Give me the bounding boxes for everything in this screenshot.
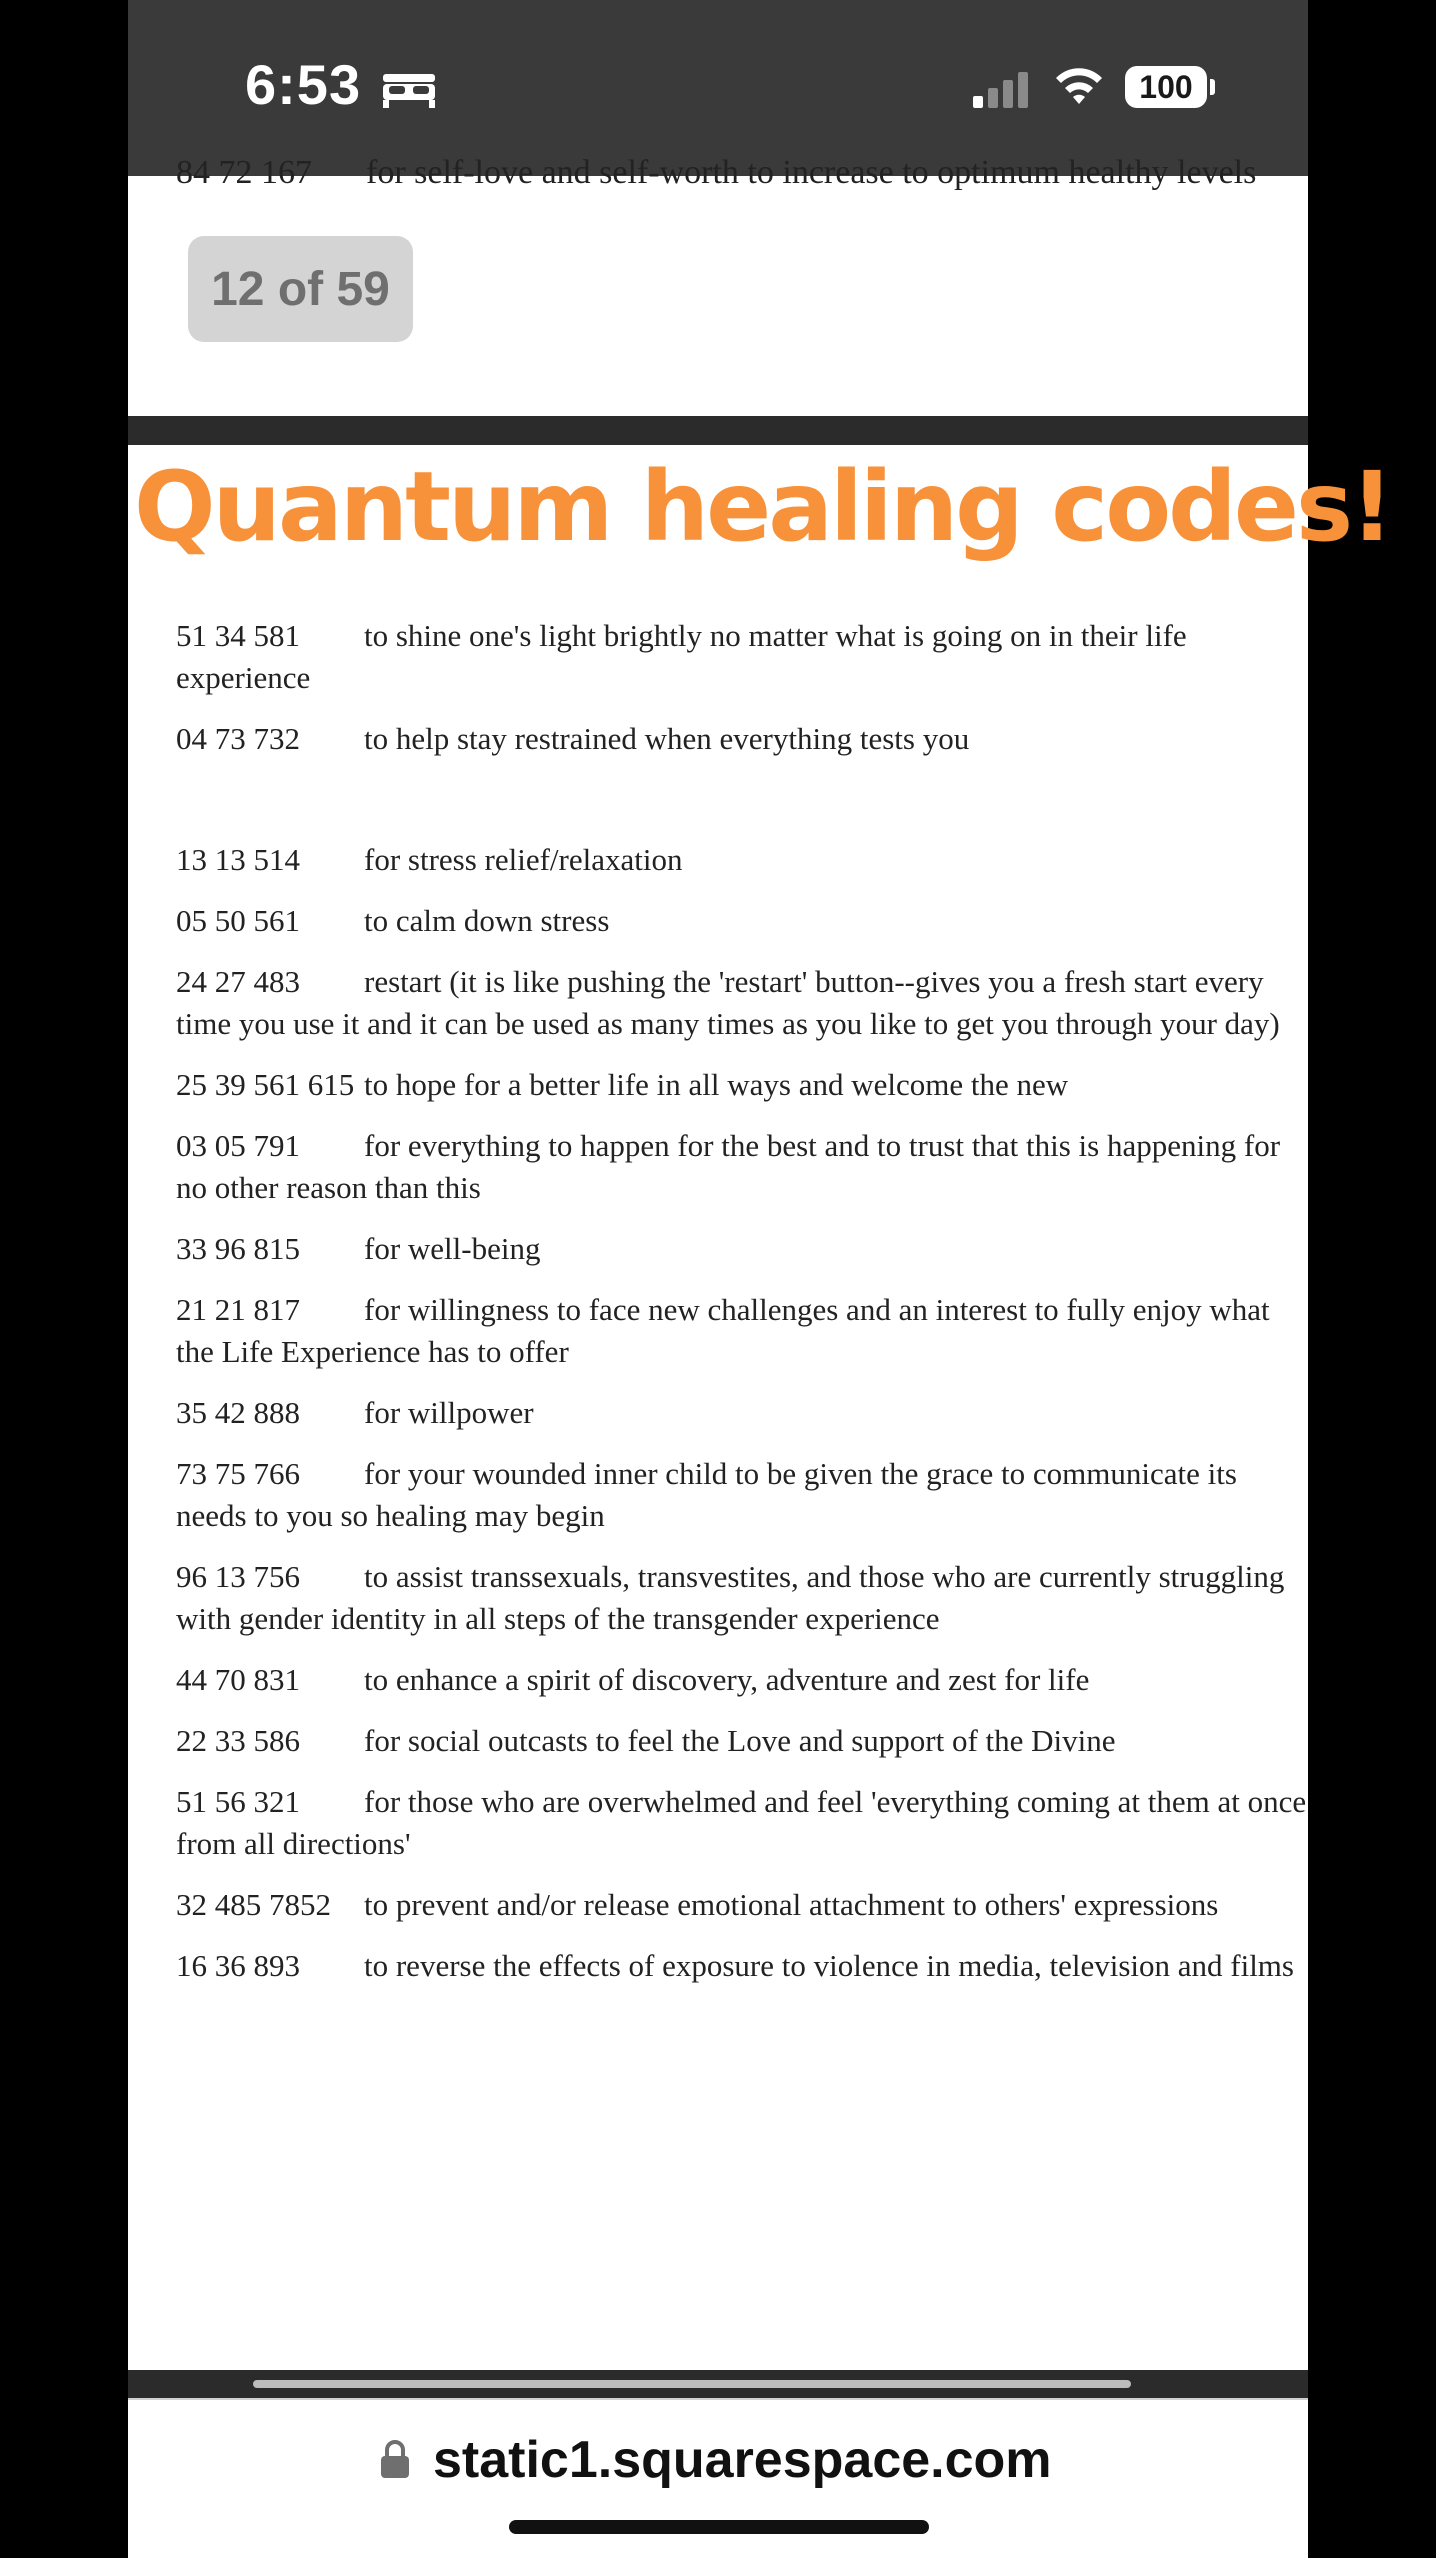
code-entry [176, 1556, 1308, 1640]
code-list [176, 615, 1308, 2006]
code-number: 22 33 586 [176, 1723, 300, 1758]
battery-icon [1125, 66, 1207, 108]
url-domain[interactable]: static1.squarespace.com [433, 2431, 1052, 2489]
code-number: 44 70 831 [176, 1662, 300, 1697]
code-number: 21 21 817 [176, 1292, 300, 1327]
previous-slide [128, 154, 1308, 416]
code-description: to enhance a spirit of discovery, adventure and zest for life [364, 1662, 1090, 1697]
code-entry [176, 1392, 1308, 1434]
code-description: for self-love and self-worth to increase to optimum healthy levels [366, 154, 1257, 191]
code-number: 25 39 561 615 [176, 1067, 355, 1102]
code-description: to reverse the effects of exposure to violence in media, television and films [364, 1948, 1294, 1983]
code-number: 03 05 791 [176, 1128, 300, 1163]
code-entry [176, 961, 1308, 1045]
code-description: for social outcasts to feel the Love and support of the Divine [364, 1723, 1116, 1758]
code-entry [176, 718, 1308, 760]
bed-icon [381, 70, 437, 110]
url-bar[interactable] [128, 2398, 1308, 2558]
code-description: for willingness to face new challenges and an interest to fully enjoy what the Life Experience has to offer [176, 1292, 1270, 1369]
code-entry [176, 615, 1308, 699]
previous-slide-last-line [176, 154, 1256, 192]
code-description: for those who are overwhelmed and feel 'everything coming at them at once from all directions' [176, 1784, 1307, 1861]
code-description: to shine one's light brightly no matter what is going on in their life experience [176, 618, 1187, 695]
battery-level: 100 [1139, 68, 1193, 105]
code-entry [176, 839, 1308, 881]
code-description: to assist transsexuals, transvestites, and those who are currently struggling with gender identity in all steps of the transgender experience [176, 1559, 1285, 1636]
status-bar [128, 0, 1308, 176]
code-description: for well-being [364, 1231, 541, 1266]
code-entry [176, 1064, 1308, 1106]
code-description: for stress relief/relaxation [364, 842, 683, 877]
code-number: 05 50 561 [176, 903, 300, 938]
wifi-icon [1053, 64, 1105, 108]
code-number: 51 34 581 [176, 618, 300, 653]
lock-icon [379, 2438, 411, 2480]
code-entry [176, 1125, 1308, 1209]
battery-nub [1210, 79, 1215, 95]
code-number: 32 485 7852 [176, 1887, 331, 1922]
document-slide [128, 445, 1391, 2370]
code-entry [176, 1781, 1308, 1865]
code-entry [176, 1453, 1308, 1537]
code-number: 13 13 514 [176, 842, 300, 877]
code-entry [176, 1720, 1308, 1762]
slide-title: Quantum healing codes! [134, 451, 1391, 563]
code-entry [176, 900, 1308, 942]
code-entry [176, 1228, 1308, 1270]
code-description: to prevent and/or release emotional attachment to others' expressions [364, 1887, 1219, 1922]
page-indicator: 12 of 59 [188, 236, 413, 342]
home-indicator[interactable] [509, 2520, 929, 2534]
horizontal-scrollbar[interactable] [253, 2380, 1131, 2388]
code-description: to help stay restrained when everything tests you [364, 721, 970, 756]
browser-viewport [128, 0, 1391, 2556]
code-description: for everything to happen for the best and to trust that this is happening for no other reason than this [176, 1128, 1281, 1205]
code-number: 51 56 321 [176, 1784, 300, 1819]
code-number: 24 27 483 [176, 964, 300, 999]
code-description: restart (it is like pushing the 'restart' button--gives you a fresh start every time you use it and it can be used as many times as you like to get you through your day) [176, 964, 1280, 1041]
code-number: 35 42 888 [176, 1395, 300, 1430]
code-number: 16 36 893 [176, 1948, 300, 1983]
code-number: 73 75 766 [176, 1456, 300, 1491]
code-number: 33 96 815 [176, 1231, 300, 1266]
code-description: for your wounded inner child to be given the grace to communicate its needs to you so healing may begin [176, 1456, 1237, 1533]
code-number: 04 73 732 [176, 721, 300, 756]
code-entry [176, 1659, 1308, 1701]
status-time: 6:53 [245, 53, 362, 116]
code-entry [176, 1945, 1308, 1987]
code-description: to calm down stress [364, 903, 610, 938]
signal-icon [971, 70, 1031, 110]
code-description: for willpower [364, 1395, 534, 1430]
code-description: to hope for a better life in all ways and welcome the new [364, 1067, 1069, 1102]
code-number: 84 72 167 [176, 154, 312, 191]
code-entry [176, 1884, 1308, 1926]
code-number: 96 13 756 [176, 1559, 300, 1594]
code-entry [176, 1289, 1308, 1373]
